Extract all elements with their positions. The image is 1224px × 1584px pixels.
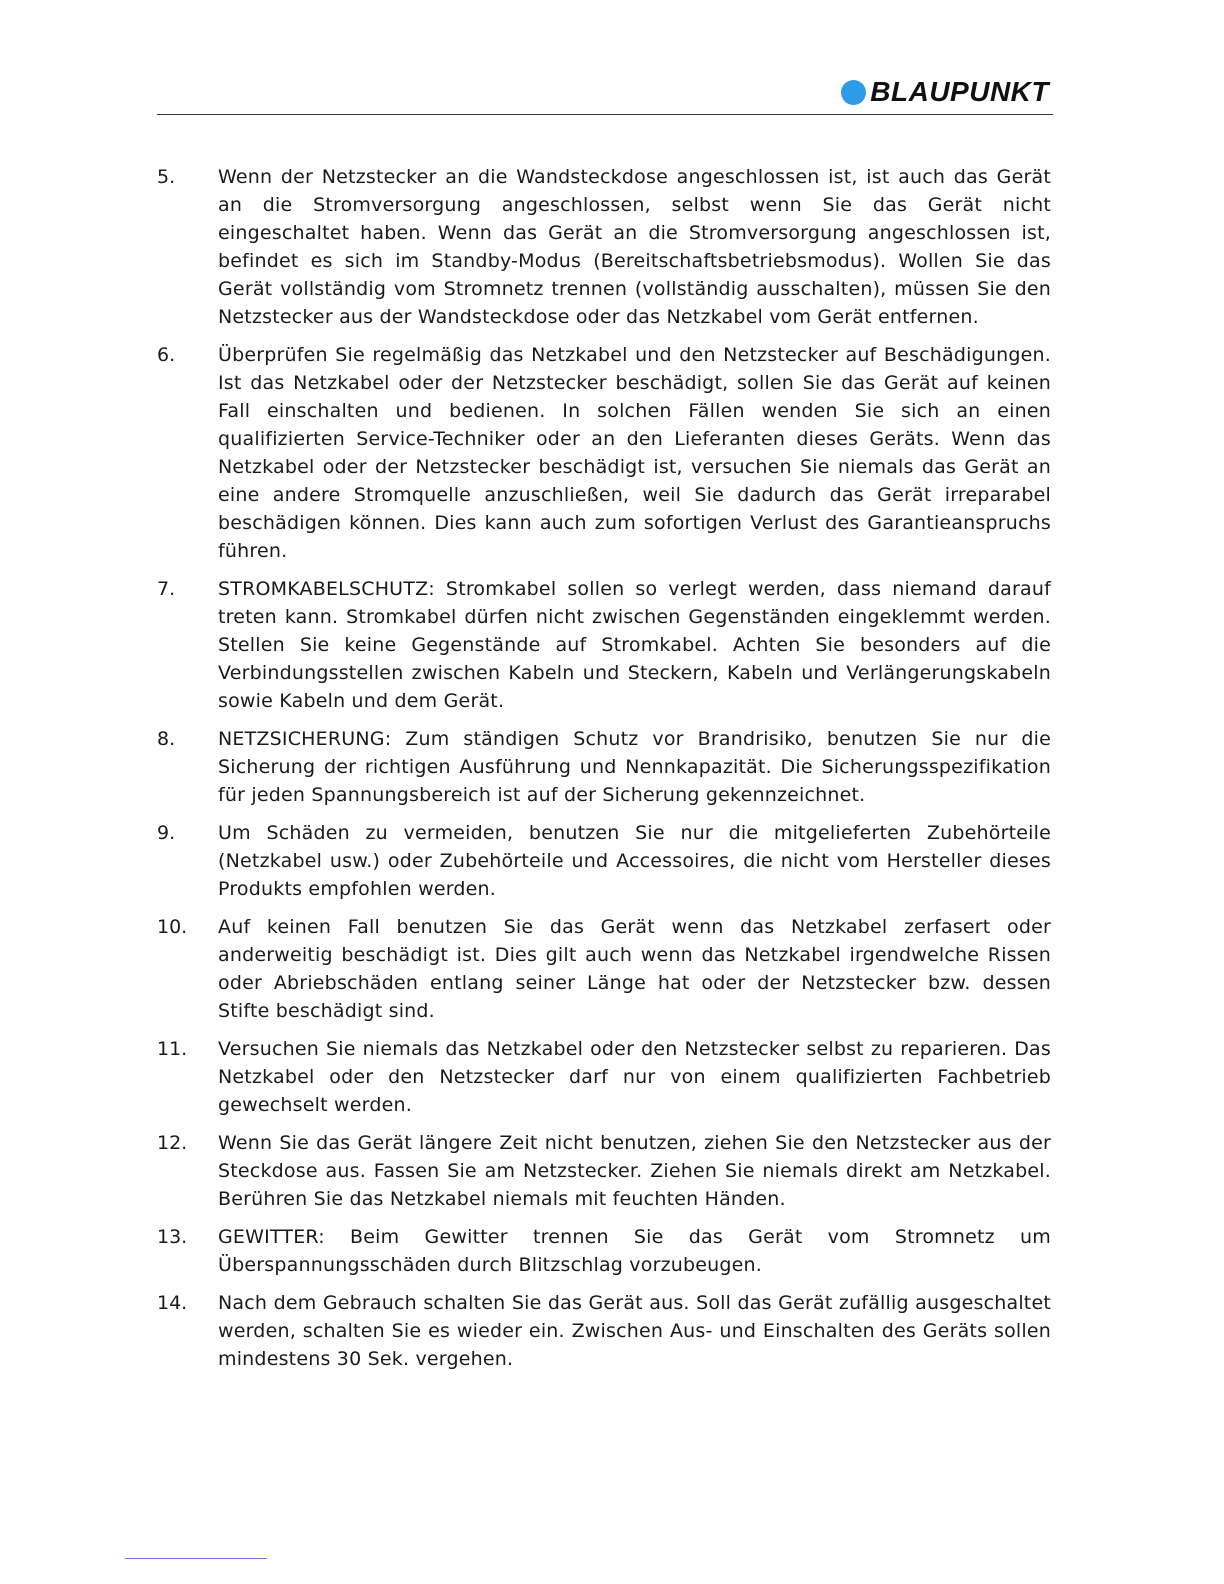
item-text: NETZSICHERUNG: Zum ständigen Schutz vor Brandrisiko, benutzen Sie nur die Sicherung der richtigen Ausführung und Nennkapazität. Die Sicherungsspezifikation für jeden Spannungsbereich ist auf der Sicherung gekennzeichnet. — [218, 728, 1051, 806]
item-number: 13. — [157, 1226, 188, 1248]
list-item — [157, 163, 1051, 331]
item-text: Auf keinen Fall benutzen Sie das Gerät wenn das Netzkabel zerfasert oder anderweitig beschädigt ist. Dies gilt auch wenn das Netzkabel irgendwelche Rissen oder Abriebschäden entlang seiner Länge hat oder der Netzstecker bzw. dessen Stifte beschädigt sind. — [218, 916, 1051, 1022]
item-number: 8. — [157, 728, 176, 750]
list-item — [157, 819, 1051, 903]
item-number: 5. — [157, 166, 176, 188]
item-text: Wenn Sie das Gerät längere Zeit nicht benutzen, ziehen Sie den Netzstecker aus der Steckdose aus. Fassen Sie am Netzstecker. Ziehen Sie niemals direkt am Netzkabel. Berühren Sie das Netzkabel niemals mit feuchten Händen. — [218, 1132, 1051, 1210]
item-text: Nach dem Gebrauch schalten Sie das Gerät aus. Soll das Gerät zufällig ausgeschaltet werden, schalten Sie es wieder ein. Zwischen Aus- und Einschalten des Geräts sollen mindestens 30 Sek. vergehen. — [218, 1292, 1051, 1370]
list-item — [157, 1129, 1051, 1213]
logo-dot-icon — [841, 80, 866, 105]
item-number: 7. — [157, 578, 176, 600]
item-text: Um Schäden zu vermeiden, benutzen Sie nur die mitgelieferten Zubehörteile (Netzkabel usw.) oder Zubehörteile und Accessoires, die nicht vom Hersteller dieses Produkts empfohlen werden. — [218, 822, 1051, 900]
item-number: 10. — [157, 916, 188, 938]
item-text: Versuchen Sie niemals das Netzkabel oder den Netzstecker selbst zu reparieren. Das Netzkabel oder den Netzstecker darf nur von einem qualifizierten Fachbetrieb gewechselt werden. — [218, 1038, 1051, 1116]
item-text: Überprüfen Sie regelmäßig das Netzkabel und den Netzstecker auf Beschädigungen. Ist das Netzkabel oder der Netzstecker beschädigt, sollen Sie das Gerät auf keinen Fall einschalten und bedienen. In solchen Fällen wenden Sie sich an einen qualifizierten Service-Techniker oder an den Lieferanten dieses Geräts. Wenn das Netzkabel oder der Netzstecker beschädigt ist, versuchen Sie niemals das Gerät an eine andere Stromquelle anzuschließen, weil Sie dadurch das Gerät irreparabel beschädigen können. Dies kann auch zum sofortigen Verlust des Garantieanspruchs führen. — [218, 344, 1051, 562]
item-text: GEWITTER: Beim Gewitter trennen Sie das Gerät vom Stromnetz um Überspannungsschäden durch Blitzschlag vorzubeugen. — [218, 1226, 1051, 1276]
list-item — [157, 575, 1051, 715]
list-item — [157, 1223, 1051, 1279]
brand-logo — [841, 78, 1049, 106]
page-header — [157, 74, 1053, 115]
item-number: 14. — [157, 1292, 188, 1314]
list-item — [157, 913, 1051, 1025]
list-item — [157, 1289, 1051, 1373]
brand-name: BLAUPUNKT — [870, 76, 1049, 107]
item-text: Wenn der Netzstecker an die Wandsteckdose angeschlossen ist, ist auch das Gerät an die Stromversorgung angeschlossen, selbst wenn Sie das Gerät nicht eingeschaltet haben. Wenn das Gerät an die Stromversorgung angeschlossen ist, befindet es sich im Standby-Modus (Bereitschaftsbetriebsmodus). Wollen Sie das Gerät vollständig vom Stromnetz trennen (vollständig ausschalten), müssen Sie den Netzstecker aus der Wandsteckdose oder das Netzkabel vom Gerät entfernen. — [218, 166, 1051, 328]
list-item — [157, 341, 1051, 565]
item-number: 11. — [157, 1038, 188, 1060]
footnote-divider — [125, 1558, 267, 1559]
item-number: 12. — [157, 1132, 188, 1154]
item-text: STROMKABELSCHUTZ: Stromkabel sollen so verlegt werden, dass niemand darauf treten kann. Stromkabel dürfen nicht zwischen Gegenständen eingeklemmt werden. Stellen Sie keine Gegenstände auf Stromkabel. Achten Sie besonders auf die Verbindungsstellen zwischen Kabeln und Steckern, Kabeln und Verlängerungskabeln sowie Kabeln und dem Gerät. — [218, 578, 1051, 712]
list-item — [157, 725, 1051, 809]
list-item — [157, 1035, 1051, 1119]
safety-instructions-list — [157, 163, 1051, 1383]
item-number: 9. — [157, 822, 176, 844]
item-number: 6. — [157, 344, 176, 366]
